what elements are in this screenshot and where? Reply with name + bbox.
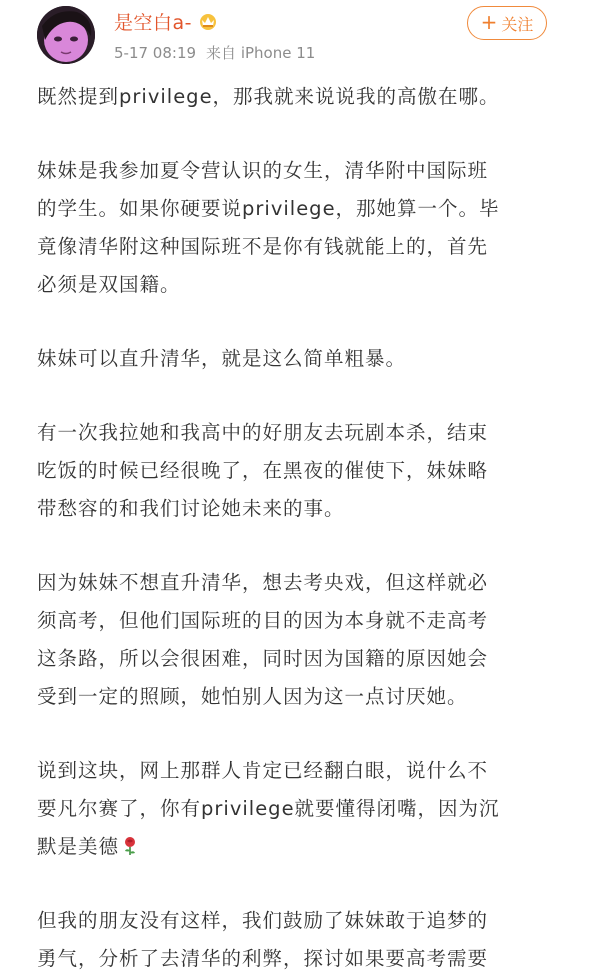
- text-line: 要凡尔赛了，你有privilege就要懂得闭嘴，因为沉: [37, 797, 500, 820]
- text-line: 吃饭的时候已经很晚了，在黑夜的催使下，妹妹略: [37, 459, 489, 482]
- text-line: 但我的朋友没有这样，我们鼓励了妹妹敢于追梦的: [37, 909, 489, 932]
- avatar[interactable]: [37, 6, 95, 64]
- paragraph: [37, 564, 567, 716]
- avatar-image: [37, 6, 95, 64]
- post-header: [0, 0, 600, 74]
- text-line: 因为妹妹不想直升清华，想去考央戏，但这样就必: [37, 571, 489, 594]
- text-line: 妹妹是我参加夏令营认识的女生，清华附中国际班: [37, 159, 489, 182]
- text-line: 妹妹可以直升清华，就是这么简单粗暴。: [37, 347, 407, 370]
- text-line-with-emoji: [37, 828, 567, 866]
- text-line: 有一次我拉她和我高中的好朋友去玩剧本杀，结束: [37, 421, 489, 444]
- text-line: 受到一定的照顾，她怕别人因为这一点讨厌她。: [37, 685, 468, 708]
- follow-button[interactable]: [467, 6, 547, 40]
- paragraph: [37, 78, 567, 116]
- paragraph: [37, 152, 567, 304]
- username[interactable]: 是空白a-: [114, 11, 192, 34]
- follow-label: 关注: [501, 14, 534, 34]
- text-line: 的学生。如果你硬要说privilege，那她算一个。毕: [37, 197, 500, 220]
- post-meta: [114, 42, 315, 63]
- post-content: [37, 78, 567, 978]
- crown-badge-icon[interactable]: [198, 11, 218, 31]
- text-line: 勇气，分析了去清华的利弊，探讨如果要高考需要: [37, 947, 489, 970]
- paragraph: [37, 752, 567, 866]
- text-line: 说到这块，网上那群人肯定已经翻白眼，说什么不: [37, 759, 489, 782]
- text-line: 必须是双国籍。: [37, 273, 181, 296]
- username-row: [114, 8, 218, 34]
- text-line: 须高考，但他们国际班的目的因为本身就不走高考: [37, 609, 489, 632]
- text-line: 带愁容的和我们讨论她未来的事。: [37, 497, 345, 520]
- plus-icon: +: [480, 10, 498, 34]
- text-fragment: 默是美德: [37, 835, 120, 858]
- post-source: 来自 iPhone 11: [206, 44, 316, 62]
- rose-icon: [121, 831, 139, 851]
- paragraph: [37, 902, 567, 978]
- text-line: 这条路，所以会很困难，同时因为国籍的原因她会: [37, 647, 489, 670]
- paragraph: [37, 340, 567, 378]
- post-timestamp: 5-17 08:19: [114, 44, 197, 62]
- text-line: 既然提到privilege，那我就来说说我的高傲在哪。: [37, 85, 500, 108]
- text-line: 竟像清华附这种国际班不是你有钱就能上的，首先: [37, 235, 489, 258]
- paragraph: [37, 414, 567, 528]
